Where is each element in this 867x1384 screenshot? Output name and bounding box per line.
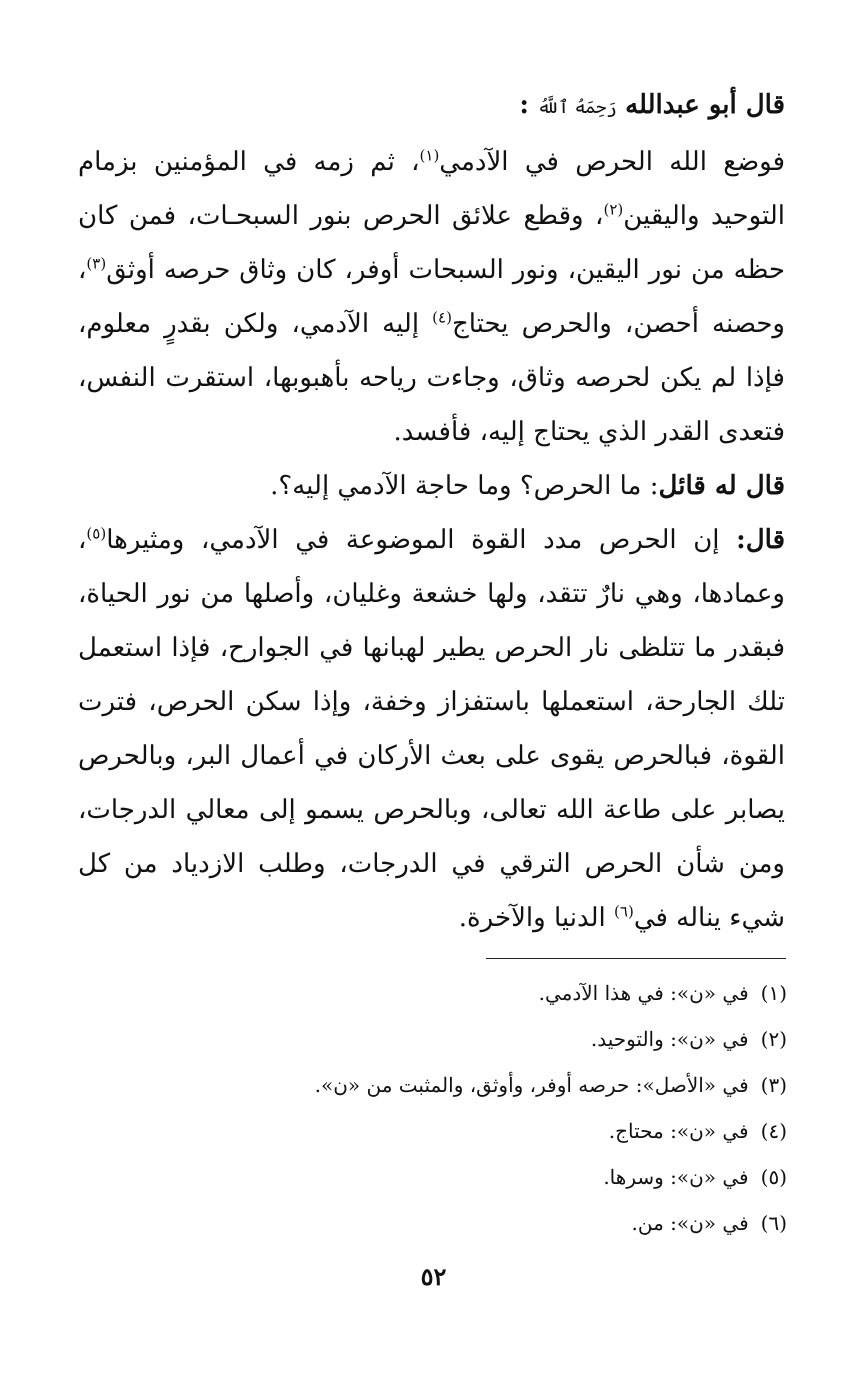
paragraph-text: إليه الآدمي، ولكن بقدرٍ معلوم، فإذا لم يكن لحرصه وثاق، وجاءت رياحه بأهبوبها، استقرت النفس، فتعدى القدر الذي يحتاج إليه، فأفسد. (78, 309, 785, 447)
page-number: ٥٢ (420, 1262, 447, 1291)
paragraph-text: فوضع الله الحرص في الآدمي (439, 147, 786, 177)
footnote-5 (120, 1154, 787, 1200)
footnote-text: في «ن»: محتاج. (608, 1119, 749, 1143)
footnote-ref-2: (٢) (603, 200, 624, 219)
speaker-label: قال له قائل (658, 471, 785, 501)
paragraph-text: الدنيا والآخرة. (458, 903, 615, 933)
footnote-2 (120, 1016, 787, 1062)
footnote-number: (٣) (760, 1073, 787, 1097)
footnote-ref-3: (٣) (86, 254, 107, 273)
footnote-text: في «ن»: من. (631, 1211, 749, 1235)
section-heading (78, 78, 785, 135)
footnote-ref-5: (٥) (86, 524, 107, 543)
footnote-number: (٤) (760, 1119, 787, 1143)
footnote-1 (120, 970, 787, 1016)
footnote-text: في «ن»: وسرها. (603, 1165, 749, 1189)
footnote-text: في «الأصل»: حرصه أوفر، وأوثق، والمثبت من «ن». (314, 1073, 749, 1097)
paragraph-text: ، ثم زمه في المؤمنين بزمام التوحيد واليقين (78, 147, 786, 231)
footnote-ref-1: (١) (419, 146, 440, 165)
footnote-3 (120, 1062, 787, 1108)
heading-label: قال أبو عبدالله (625, 90, 785, 120)
paragraph-text: : ما الحرص؟ وما حاجة الآدمي إليه؟. (270, 471, 659, 501)
paragraph-3 (78, 513, 785, 945)
footnote-text: في «ن»: في هذا الآدمي. (538, 981, 749, 1005)
footnote-divider (486, 958, 786, 959)
paragraph-2 (78, 459, 785, 513)
footnote-ref-6: (٦) (614, 902, 634, 921)
honorific-glyph: رَحِمَهُ ٱللَّهُ (537, 97, 617, 118)
footnote-number: (٥) (760, 1165, 787, 1189)
heading-colon: : (519, 90, 529, 120)
paragraph-text: إن الحرص مدد القوة الموضوعة في الآدمي، ومثيرها (106, 525, 737, 555)
footnote-number: (٦) (760, 1211, 787, 1235)
footnote-number: (١) (760, 981, 787, 1005)
footnote-6 (120, 1200, 787, 1246)
main-text (78, 78, 785, 945)
paragraph-text: ، وعمادها، وهي نارٌ تتقد، ولها خشعة وغليان، وأصلها من نور الحياة، فبقدر ما تتلظى نار الحرص يطير لهبانها في الجوارح، فإذا استعمل تلك الجارحة، استعملها باستفزاز وخفة، وإذا سكن الحرص، فترت القوة، فبالحرص يقوى على بعث الأركان في أعمال البر، وبالحرص يصابر على طاعة الله تعالى، وبالحرص يسمو إلى معالي الدرجات، ومن شأن الحرص الترقي في الدرجات، وطلب الازدياد من كل شيء يناله في (78, 525, 785, 933)
paragraph-1 (78, 135, 785, 459)
footnote-text: في «ن»: والتوحيد. (590, 1027, 749, 1051)
speaker-label: قال: (736, 525, 785, 555)
footnotes (120, 970, 787, 1246)
paragraph-text: ، وقطع علائق الحرص بنور السبحـات، فمن كان حظه من نور اليقين، ونور السبحات أوفر، كان وثاق حرصه أوثق (78, 201, 785, 285)
footnote-4 (120, 1108, 787, 1154)
footnote-number: (٢) (760, 1027, 787, 1051)
footnote-ref-4: (٤) (432, 308, 452, 327)
paragraph-text: ، وحصنه أحصن، والحرص يحتاج (78, 255, 785, 339)
